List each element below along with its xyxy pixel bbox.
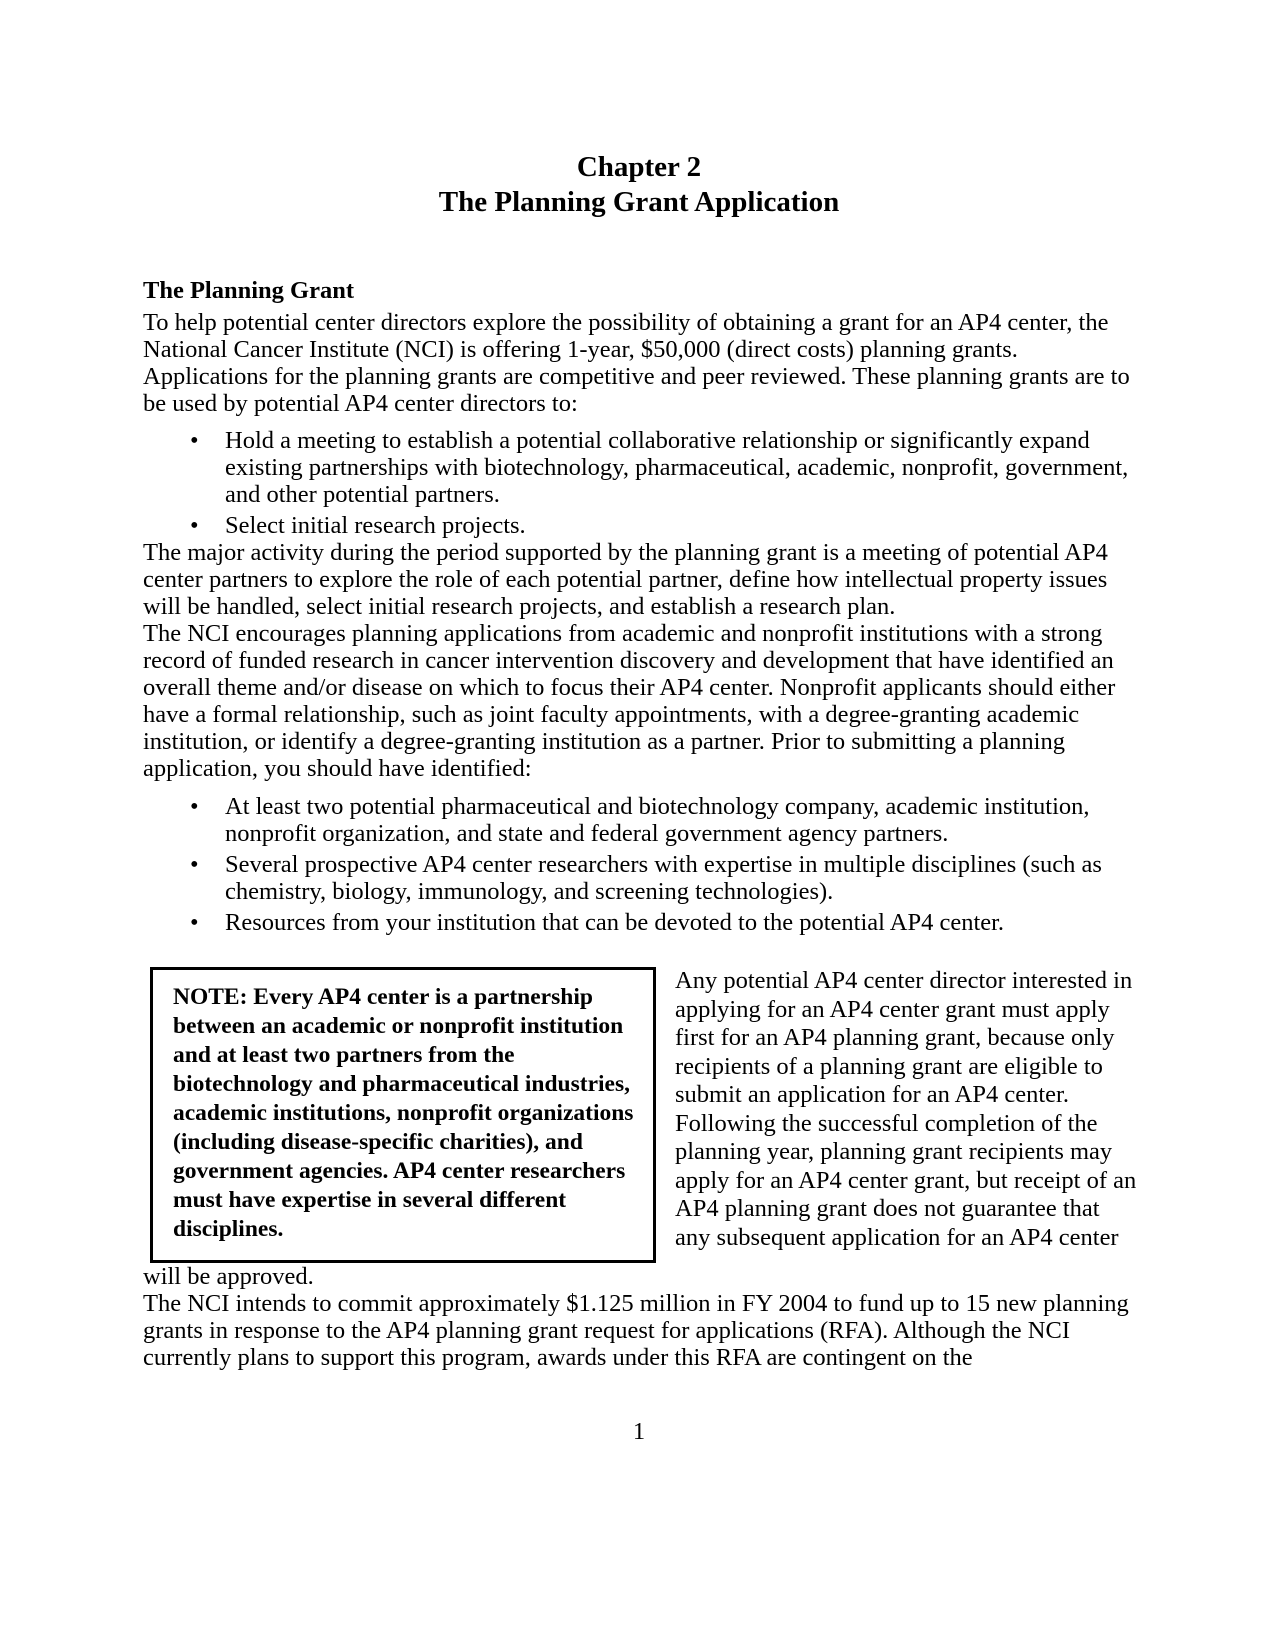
- section-heading: The Planning Grant: [143, 277, 355, 304]
- list-item: [143, 909, 1135, 936]
- page-number: 1: [632, 1418, 646, 1445]
- bullet-icon: •: [190, 793, 199, 820]
- bullet-icon: •: [190, 512, 199, 539]
- list-item-text: Hold a meeting to establish a potential collaborative relationship or significantly expand existing partnerships with biotechnology, pharmaceutical, academic, nonprofit, government, and other potential partners.: [225, 427, 1129, 508]
- list-item: [143, 512, 1135, 539]
- list-item-text: Select initial research projects.: [225, 512, 526, 539]
- paragraph-major-activity: The major activity during the period supported by the planning grant is a meeting of potential AP4 center partners to explore the role of each potential partner, define how intellectual property issues will be handled, select initial research projects, and establish a research plan.: [143, 539, 1108, 620]
- list-item: [143, 851, 1135, 905]
- chapter-title: [143, 150, 1135, 220]
- list-item-text: At least two potential pharmaceutical and biotechnology company, academic institution, nonprofit organization, and state and federal government agency partners.: [225, 793, 1090, 847]
- two-column-section: [143, 967, 1135, 1263]
- chapter-title-line2: The Planning Grant Application: [438, 186, 840, 218]
- paragraph-intro: To help potential center directors explore the possibility of obtaining a grant for an AP4 center, the National Cancer Institute (NCI) is offering 1-year, $50,000 (direct costs) planning grants. Applications for the planning grants are competitive and peer reviewed. These planning grants are to be used by potential AP4 center directors to:: [143, 309, 1130, 417]
- paragraph-any-potential: Any potential AP4 center director interested in applying for an AP4 center grant must apply first for an AP4 planning grant, because only recipients of a planning grant are eligible to submit an application for an AP4 center. Following the successful completion of the planning year, planning grant recipients may apply for an AP4 center grant, but receipt of an AP4 planning grant does not guarantee that any subsequent application for an AP4 center: [675, 967, 1137, 1251]
- note-box: NOTE: Every AP4 center is a partnership between an academic or nonprofit institution and at least two partners from the biotechnology and pharmaceutical industries, academic institutions, nonprofit organizations (including disease-specific charities), and government agencies. AP4 center researchers must have expertise in several different disciplines.: [150, 967, 656, 1263]
- bullet-icon: •: [190, 909, 199, 936]
- bullet-list-identified: [143, 793, 1135, 936]
- chapter-title-line1: Chapter 2: [576, 151, 702, 183]
- list-item-text: Resources from your institution that can be devoted to the potential AP4 center.: [225, 909, 1005, 936]
- list-item: [143, 793, 1135, 847]
- bullet-icon: •: [190, 427, 199, 454]
- bullet-icon: •: [190, 851, 199, 878]
- paragraph-nci-encourages: The NCI encourages planning applications from academic and nonprofit institutions with a strong record of funded research in cancer intervention discovery and development that have identified an overall theme and/or disease on which to focus their AP4 center. Nonprofit applicants should either have a formal relationship, such as joint faculty appointments, with a degree-granting academic institution, or identify a degree-granting institution as a partner. Prior to submitting a planning application, you should have identified:: [143, 620, 1116, 782]
- list-item-text: Several prospective AP4 center researchers with expertise in multiple disciplines (such as chemistry, biology, immunology, and screening technologies).: [225, 851, 1102, 905]
- paragraph-continuation: will be approved.: [143, 1263, 314, 1290]
- bullet-list-uses: [143, 427, 1135, 539]
- list-item: [143, 427, 1135, 508]
- paragraph-nci-intends: The NCI intends to commit approximately $1.125 million in FY 2004 to fund up to 15 new planning grants in response to the AP4 planning grant request for applications (RFA). Although the NCI currently plans to support this program, awards under this RFA are contingent on the: [143, 1290, 1129, 1371]
